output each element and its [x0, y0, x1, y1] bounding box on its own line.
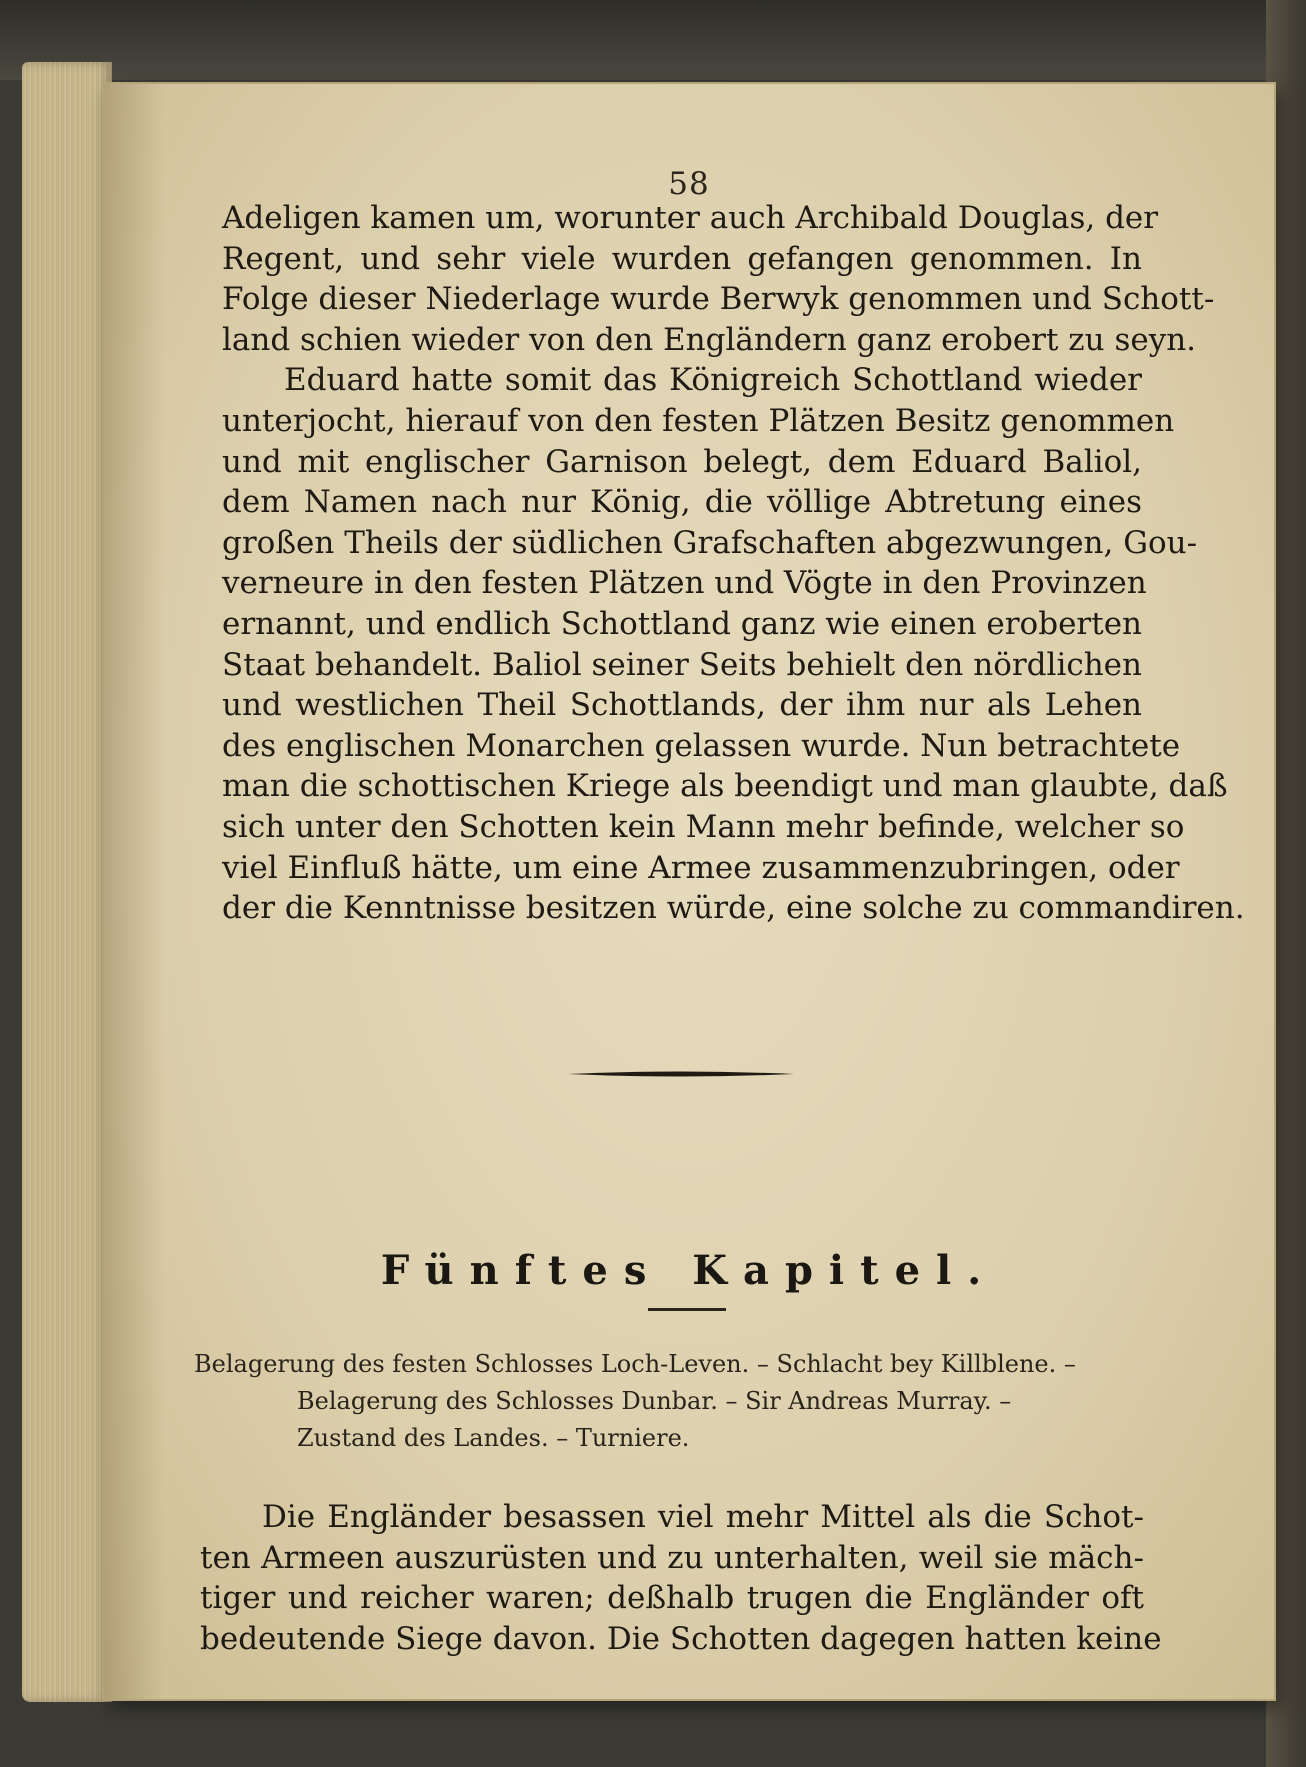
text-line: und mit englischer Garnison belegt, dem Eduard Baliol, [222, 443, 1142, 480]
book-cover-top [0, 0, 1306, 80]
summary-line: Zustand des Landes. – Turniere. [297, 1424, 690, 1452]
page-edges [22, 62, 112, 1702]
text-line: tiger und reicher waren; deßhalb trugen die Engländer oft [200, 1580, 1144, 1617]
body-text-bottom [200, 1497, 1162, 1659]
text-line: unterjocht, hierauf von den festen Plätzen Besitz genommen [222, 402, 1175, 439]
text-line: Staat behandelt. Baliol seiner Seits behielt den nördlichen [222, 646, 1142, 683]
section-divider-ornament [568, 1070, 794, 1078]
text-line: Die Engländer besassen viel mehr Mittel als die Schot- [262, 1499, 1144, 1535]
text-line: verneure in den festen Plätzen und Vögte in den Provinzen [222, 565, 1147, 602]
summary-line: Belagerung des festen Schlosses Loch-Leven. – Schlacht bey Killblene. – [194, 1350, 1076, 1378]
chapter-title: Fünftes Kapitel. [380, 1247, 998, 1294]
text-line: Folge dieser Niederlage wurde Berwyk genommen und Schott- [222, 281, 1215, 318]
text-line: viel Einfluß hätte, um eine Armee zusammenzubringen, oder [222, 849, 1180, 886]
page-number: 58 [668, 166, 710, 202]
text-line: ten Armeen auszurüsten und zu unterhalten, weil sie mäch- [200, 1539, 1144, 1576]
text-line: Eduard hatte somit das Königreich Schottland wieder [284, 362, 1142, 399]
chapter-summary [194, 1346, 1152, 1457]
title-rule [648, 1308, 726, 1311]
gutter-shadow [104, 84, 164, 1699]
text-line: großen Theils der südlichen Grafschaften abgezwungen, Gou- [222, 524, 1198, 561]
text-line: der die Kenntnisse besitzen würde, eine solche zu commandiren. [222, 890, 1245, 927]
text-line: bedeutende Siege davon. Die Schotten dagegen hatten keine [200, 1620, 1162, 1657]
text-line: des englischen Monarchen gelassen wurde. Nun betrachtete [222, 727, 1181, 764]
body-text-top [222, 198, 1245, 929]
text-line: Regent, und sehr viele wurden gefangen genommen. In [222, 240, 1142, 277]
text-line: sich unter den Schotten kein Mann mehr befinde, welcher so [222, 808, 1185, 845]
text-line: Adeligen kamen um, worunter auch Archibald Douglas, der [222, 200, 1159, 236]
text-line: und westlichen Theil Schottlands, der ihm nur als Lehen [222, 687, 1142, 724]
text-line: man die schottischen Kriege als beendigt und man glaubte, daß [222, 768, 1228, 805]
text-line: land schien wieder von den Engländern ganz erobert zu seyn. [222, 321, 1197, 358]
summary-line: Belagerung des Schlosses Dunbar. – Sir Andreas Murray. – [297, 1387, 1012, 1415]
text-line: dem Namen nach nur König, die völlige Abtretung eines [222, 484, 1142, 521]
book-page [104, 84, 1274, 1699]
text-line: ernannt, und endlich Schottland ganz wie einen eroberten [222, 605, 1142, 642]
